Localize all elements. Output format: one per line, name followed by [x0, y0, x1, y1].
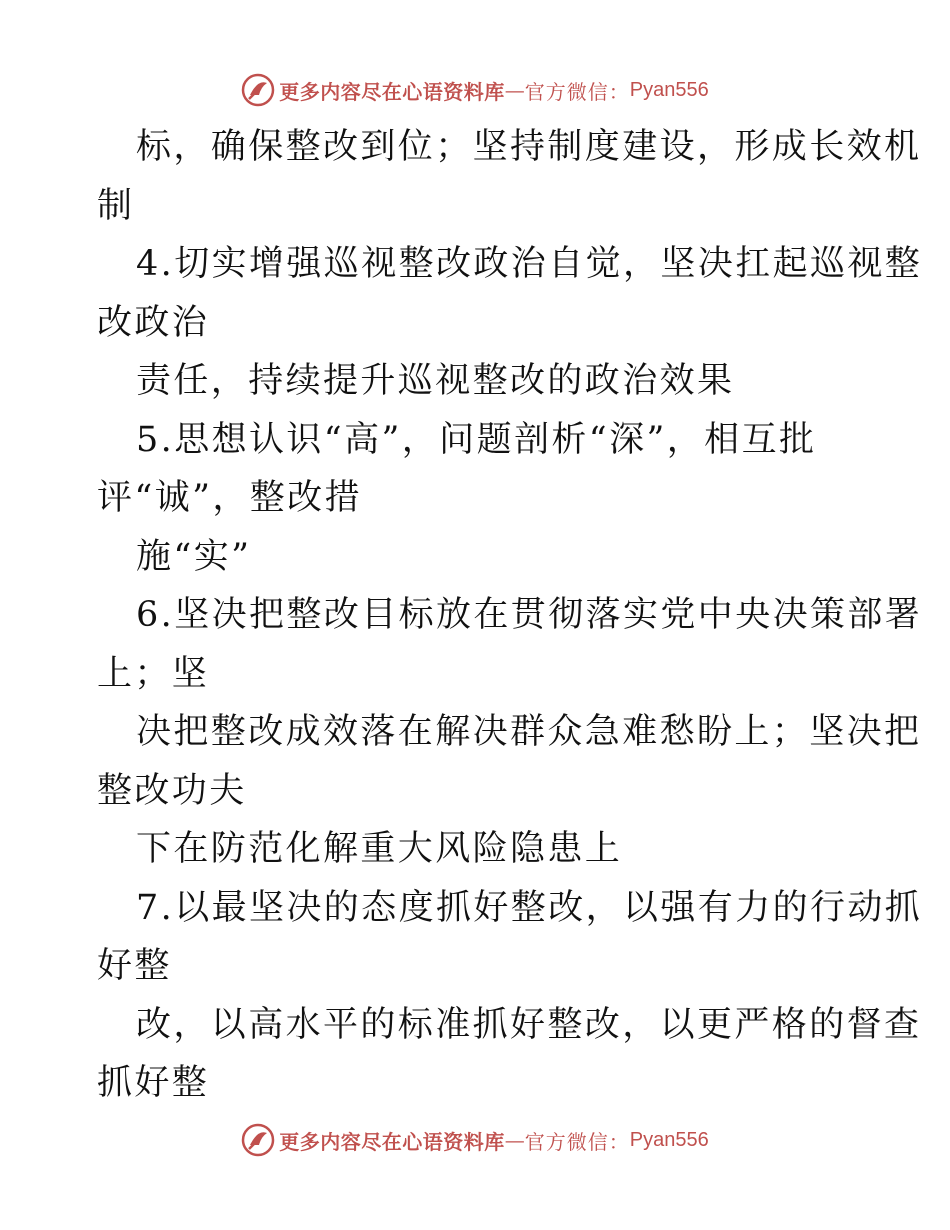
text-line: 整改功夫: [97, 770, 247, 811]
header-banner: [0, 70, 950, 110]
text-line: 5.思想认识“高”，问题剖析“深”，相互批: [136, 419, 817, 460]
header-dash: —: [504, 78, 525, 102]
text-line: 抓好整: [97, 1063, 210, 1103]
text-line: 责任，持续提升巡视整改的政治效果: [136, 361, 735, 401]
text-line: 评“诚”，整改措: [97, 478, 362, 518]
footer-wechat-label: 官方微信：: [524, 1129, 630, 1154]
text-line: 下在防范化解重大风险隐患上: [136, 829, 623, 869]
header-wechat-id: Pyan556: [629, 78, 709, 101]
text-line: 制: [97, 185, 135, 226]
text-line: 改，以高水平的标准抓好整改，以更严格的督查: [136, 1004, 922, 1045]
header-wechat-label: 官方微信：: [524, 79, 630, 104]
header-brand-text: 更多内容尽在心语资料库: [279, 79, 505, 104]
document-body: [0, 118, 950, 1113]
text-line: 改政治: [97, 302, 210, 343]
text-line: 7.以最坚决的态度抓好整改，以强有力的行动抓: [136, 887, 923, 928]
footer-dash: —: [504, 1128, 525, 1152]
footer-wechat-id: Pyan556: [629, 1128, 709, 1151]
text-line: 标，确保整改到位；坚持制度建设，形成长效机: [136, 127, 922, 167]
footer-brand-text: 更多内容尽在心语资料库: [279, 1129, 505, 1154]
text-line: 6.坚决把整改目标放在贯彻落实党中央决策部署: [136, 595, 923, 635]
brand-logo-icon: [241, 1123, 275, 1157]
text-line: 施“实”: [136, 536, 252, 577]
text-line: 决把整改成效落在解决群众急难愁盼上；坚决把: [136, 712, 922, 752]
brand-logo-icon: [241, 73, 275, 107]
text-line: 上；坚: [97, 653, 210, 694]
text-line: 4.切实增强巡视整改政治自觉，坚决扛起巡视整: [136, 244, 923, 284]
footer-banner: [0, 1120, 950, 1160]
text-line: 好整: [97, 946, 172, 986]
